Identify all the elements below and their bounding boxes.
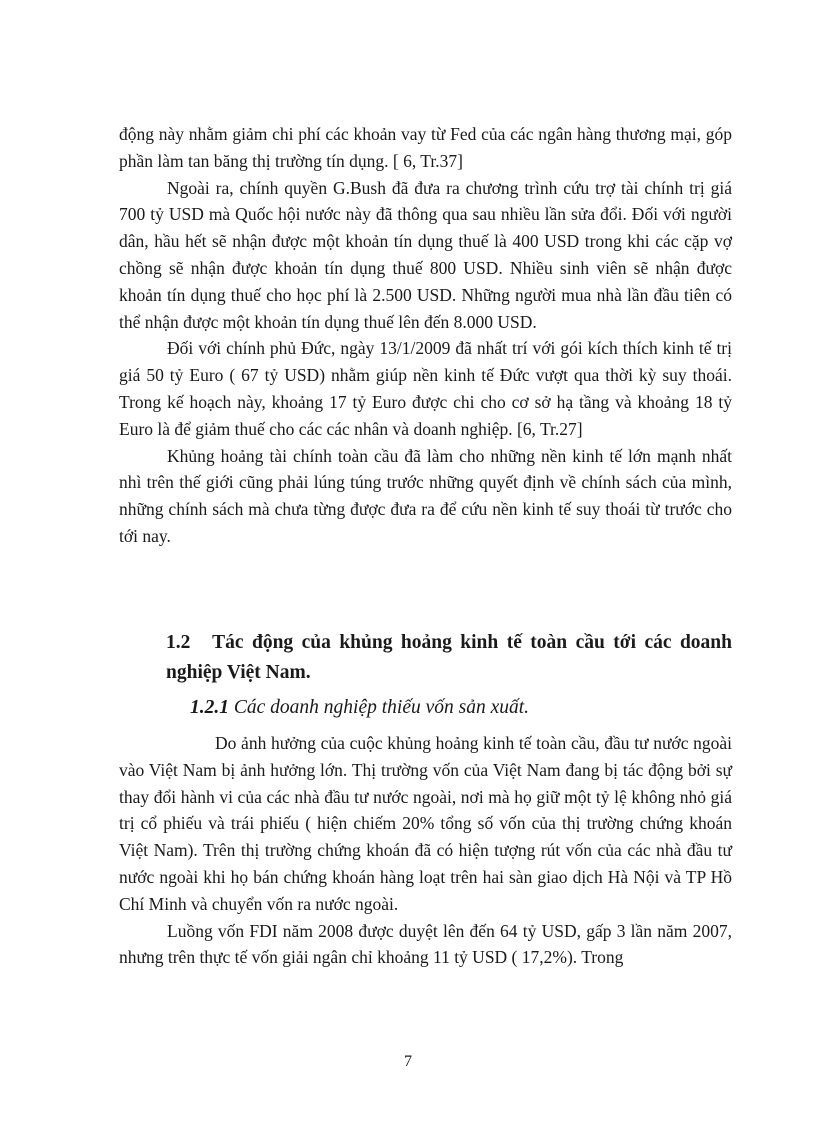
- section-heading: [166, 628, 732, 688]
- subsection-heading: [190, 695, 730, 721]
- subsection-number: 1.2.1: [190, 697, 229, 718]
- page-number: 7: [404, 1053, 412, 1070]
- paragraph-global-crisis: Khủng hoảng tài chính toàn cầu đã làm cho những nền kinh tế lớn mạnh nhất nhì trên thế giới cũng phải lúng túng trước những quyết định về chính sách của mình, những chính sách mà chưa từng được đưa ra để cứu nền kinh tế suy thoái từ trước cho tới nay.: [119, 445, 732, 546]
- paragraph-continuation: động này nhằm giảm chi phí các khoản vay từ Fed của các ngân hàng thương mại, góp phần làm tan băng thị trường tín dụng. [ 6, Tr.37]: [119, 124, 732, 171]
- paragraph-fdi-flow: Luồng vốn FDI năm 2008 được duyệt lên đến 64 tỷ USD, gấp 3 lần năm 2007, nhưng trên thực tế vốn giải ngân chỉ khoảng 11 tỷ USD ( 17,2%). Trong: [119, 920, 732, 968]
- section-title: Tác động của khủng hoảng kinh tế toàn cầu tới các doanh nghiệp Việt Nam.: [166, 632, 732, 683]
- paragraph-foreign-investment: Do ảnh hưởng của cuộc khủng hoảng kinh tế toàn cầu, đầu tư nước ngoài vào Việt Nam bị ảnh hưởng lớn. Thị trường vốn của Việt Nam đang bị tác động bởi sự thay đổi hành vi của các nhà đầu tư nước ngoài, nơi mà họ giữ một tỷ lệ không nhỏ giá trị cổ phiếu và trái phiếu ( hiện chiếm 20% tổng số vốn của thị trường chứng khoán Việt Nam). Trên thị trường chứng khoán đã có hiện tượng rút vốn của các nhà đầu tư nước ngoài khi họ bán chứng khoán hàng loạt trên hai sàn giao dịch Hà Nội và TP Hồ Chí Minh và chuyển vốn ra nước ngoài.: [119, 733, 732, 914]
- paragraph-bush-rescue: Ngoài ra, chính quyền G.Bush đã đưa ra chương trình cứu trợ tài chính trị giá 700 tỷ USD mà Quốc hội nước này đã thông qua sau nhiều lần sửa đổi. Đối với người dân, hầu hết sẽ nhận được một khoản tín dụng thuế là 400 USD trong khi các cặp vợ chồng sẽ nhận được khoản tín dụng thuế 800 USD. Nhiều sinh viên sẽ nhận được khoản tín dụng thuế cho học phí là 2.500 USD. Những người mua nhà lần đầu tiên có thể nhận được một khoản tín dụng thuế lên đến 8.000 USD.: [119, 177, 732, 332]
- body-text-top: [119, 121, 732, 550]
- section-number: 1.2: [166, 632, 191, 653]
- subsection-title: Các doanh nghiệp thiếu vốn sản xuất.: [233, 697, 530, 718]
- body-text-bottom: [119, 730, 732, 971]
- paragraph-germany-stimulus: Đối với chính phủ Đức, ngày 13/1/2009 đã nhất trí với gói kích thích kinh tế trị giá 50 tỷ Euro ( 67 tỷ USD) nhằm giúp nền kinh tế Đức vượt qua thời kỳ suy thoái. Trong kế hoạch này, khoảng 17 tỷ Euro được chi cho cơ sở hạ tầng và khoảng 18 tỷ Euro là để giảm thuế cho các các nhân và doanh nghiệp. [6, Tr.27]: [119, 338, 732, 439]
